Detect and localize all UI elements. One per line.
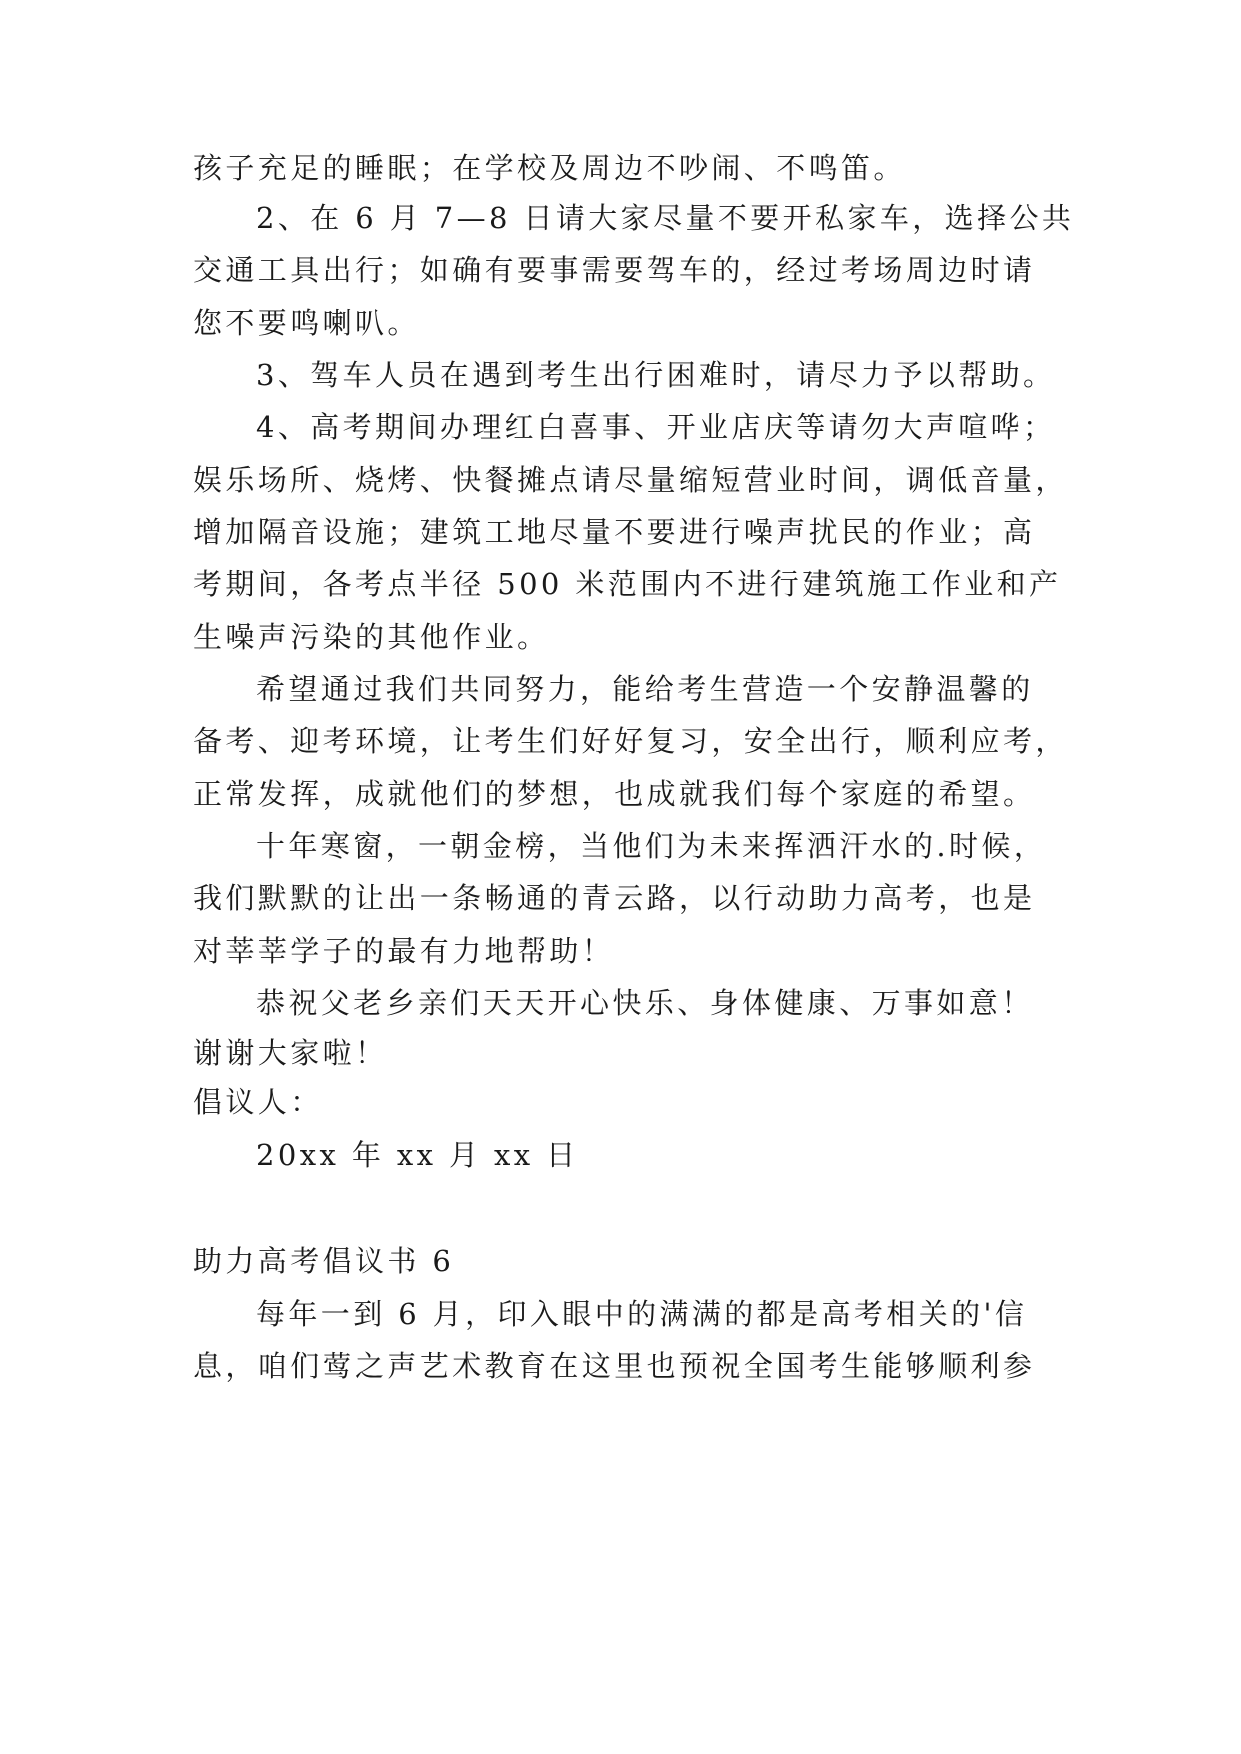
text-line: 生噪声污染的其他作业。 bbox=[193, 620, 550, 654]
text-line: 交通工具出行；如确有要事需要驾车的，经过考场周边时请 bbox=[193, 253, 1036, 287]
text-line: 增加隔音设施；建筑工地尽量不要进行噪声扰民的作业；高 bbox=[193, 515, 1036, 549]
text-line: 考期间，各考点半径 500 米范围内不进行建筑施工作业和产 bbox=[193, 567, 1062, 601]
date-line: 20xx 年 xx 月 xx 日 bbox=[256, 1138, 579, 1172]
text-line: 3、驾车人员在遇到考生出行困难时，请尽力予以帮助。 bbox=[256, 358, 1056, 392]
text-line: 娱乐场所、烧烤、快餐摊点请尽量缩短营业时间，调低音量， bbox=[193, 463, 1068, 497]
text-line: 恭祝父老乡亲们天天开心快乐、身体健康、万事如意！ bbox=[256, 986, 1034, 1020]
text-line: 谢谢大家啦！ bbox=[193, 1036, 388, 1070]
text-line: 十年寒窗，一朝金榜，当他们为未来挥洒汗水的.时候， bbox=[256, 829, 1047, 863]
section-title: 助力高考倡议书 6 bbox=[193, 1244, 455, 1278]
text-line: 4、高考期间办理红白喜事、开业店庆等请勿大声喧哗； bbox=[256, 410, 1056, 444]
text-line: 您不要鸣喇叭。 bbox=[193, 306, 420, 340]
text-line: 备考、迎考环境，让考生们好好复习，安全出行，顺利应考， bbox=[193, 724, 1068, 758]
text-line: 倡议人： bbox=[193, 1085, 323, 1119]
text-line: 2、在 6 月 7—8 日请大家尽量不要开私家车，选择公共 bbox=[256, 201, 1075, 235]
text-line: 每年一到 6 月，印入眼中的满满的都是高考相关的'信 bbox=[256, 1297, 1028, 1331]
text-line: 孩子充足的睡眠；在学校及周边不吵闹、不鸣笛。 bbox=[193, 151, 906, 185]
text-line: 正常发挥，成就他们的梦想，也成就我们每个家庭的希望。 bbox=[193, 777, 1036, 811]
text-line: 对莘莘学子的最有力地帮助！ bbox=[193, 934, 615, 968]
text-line: 息，咱们莺之声艺术教育在这里也预祝全国考生能够顺利参 bbox=[193, 1349, 1036, 1383]
text-line: 希望通过我们共同努力，能给考生营造一个安静温馨的 bbox=[256, 672, 1034, 706]
text-line: 我们默默的让出一条畅通的青云路，以行动助力高考，也是 bbox=[193, 881, 1036, 915]
